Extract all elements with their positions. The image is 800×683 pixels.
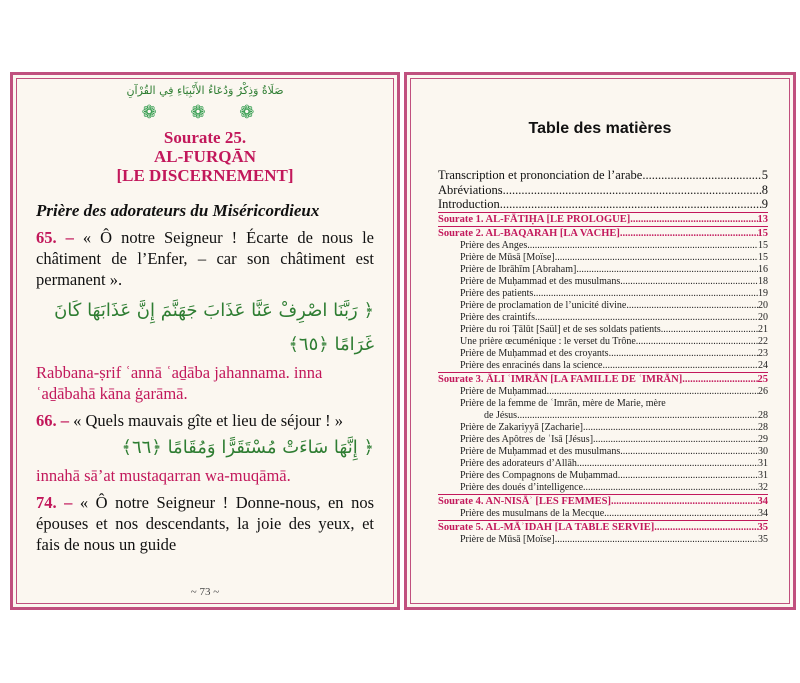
toc-leader-dots [654, 521, 757, 534]
toc-sura-entry[interactable] [438, 372, 768, 386]
toc-page-number: 8 [761, 182, 768, 197]
toc-prayer-entry[interactable] [438, 300, 768, 312]
toc-entry-label: Prière de la femme de ʿImrān, mère de Marie, mère [460, 397, 666, 409]
toc-page-number: 28 [758, 421, 768, 433]
toc-page-number: 34 [758, 507, 768, 519]
toc-page-number: 18 [758, 275, 768, 287]
toc-prayer-entry[interactable] [438, 252, 768, 264]
toc-entry-label: Prière de proclamation de l’unicité divine [460, 299, 627, 311]
toc-entry-label: Prière des patients [460, 287, 534, 299]
toc-page-number: 35 [757, 521, 768, 533]
toc-sura-entry[interactable] [438, 226, 768, 240]
toc-leader-dots [620, 227, 758, 240]
verse [36, 410, 374, 431]
toc-prayer-entry[interactable] [438, 386, 768, 398]
toc-leader-dots [517, 410, 758, 422]
toc-page-number: 26 [758, 385, 768, 397]
sura-heading [10, 128, 400, 185]
toc-page-number: 15 [758, 251, 768, 263]
table-of-contents [438, 168, 768, 546]
toc-sura-entry[interactable] [438, 520, 768, 534]
toc-title: Table des matières [528, 120, 672, 137]
toc-page-number: 15 [757, 227, 768, 239]
toc-prayer-entry[interactable] [438, 446, 768, 458]
toc-prayer-entry[interactable] [438, 508, 768, 520]
toc-sura-entry[interactable] [438, 212, 768, 226]
toc-page-number: 20 [758, 311, 768, 323]
toc-leader-dots [630, 213, 757, 226]
toc-entry-label: Sourate 4. AN-NISĀʾ [LES FEMMES] [438, 495, 611, 507]
toc-page-number: 28 [758, 409, 768, 421]
toc-prayer-entry[interactable] [438, 534, 768, 546]
verse-text: « Quels mauvais gîte et lieu de séjour ! » [69, 411, 344, 430]
toc-leader-dots [609, 348, 758, 360]
toc-page-number: 16 [758, 263, 768, 275]
toc-prayer-entry[interactable] [438, 264, 768, 276]
toc-leader-dots [620, 446, 758, 458]
verse-number: 66. – [36, 411, 69, 430]
toc-page-number: 31 [758, 469, 768, 481]
toc-entry-label: Sourate 1. AL-FĀTIḤA [LE PROLOGUE] [438, 213, 631, 225]
toc-leader-dots [636, 336, 758, 348]
toc-entry-label: Prière des adorateurs d’Allāh [460, 457, 577, 469]
toc-prayer-entry[interactable] [438, 240, 768, 252]
toc-page-number: 13 [757, 213, 768, 225]
right-page [404, 72, 796, 610]
toc-leader-dots [602, 360, 758, 372]
toc-entry-label: Une prière œcuménique : le verset du Trône [460, 335, 636, 347]
toc-entry-label: Introduction [438, 197, 500, 211]
toc-entry[interactable] [438, 197, 768, 212]
toc-leader-dots [555, 534, 758, 546]
toc-prayer-entry[interactable] [438, 324, 768, 336]
toc-prayer-entry[interactable] [438, 336, 768, 348]
toc-leader-dots [577, 458, 758, 470]
toc-prayer-entry[interactable] [438, 276, 768, 288]
toc-leader-dots [547, 386, 758, 398]
toc-leader-dots [533, 288, 758, 300]
verse-arabic: غَرَامًا ﴿٦٥﴾ [288, 334, 374, 355]
toc-entry-label: Prière de Muḥammad et des musulmans [460, 275, 621, 287]
toc-page-number: 23 [758, 347, 768, 359]
toc-leader-dots [661, 324, 758, 336]
toc-entry[interactable] [438, 168, 768, 183]
toc-leader-dots [611, 495, 758, 508]
sura-number: Sourate 25. [163, 128, 247, 147]
toc-page-number: 19 [758, 287, 768, 299]
toc-prayer-entry[interactable] [438, 288, 768, 300]
toc-entry-label: Prière des musulmans de la Mecque [460, 507, 605, 519]
verse [36, 227, 374, 290]
toc-page-number: 20 [758, 299, 768, 311]
toc-page-number: 15 [758, 239, 768, 251]
toc-prayer-entry[interactable] [438, 312, 768, 324]
toc-leader-dots [535, 312, 758, 324]
verse [36, 492, 374, 555]
toc-page-number: 32 [758, 481, 768, 493]
toc-entry[interactable] [438, 183, 768, 198]
toc-leader-dots [503, 183, 762, 198]
left-page [10, 72, 400, 610]
toc-page-number: 31 [758, 457, 768, 469]
running-header-arabic: صَلَاةُ وَذِكْرُ وَدُعَاءُ الأَنْبِيَاءِ فِي القُرْآنِ [126, 84, 284, 97]
toc-leader-dots [604, 508, 758, 520]
toc-page-number: 34 [757, 495, 768, 507]
toc-page-number: 24 [758, 359, 768, 371]
toc-page-number: 25 [757, 373, 768, 385]
verse-text: « Ô notre Seigneur ! Écarte de nous le châtiment de l’Enfer, – car son châtiment est permanent ». [36, 228, 374, 289]
toc-leader-dots [620, 276, 758, 288]
verse-transliteration: innahā sā’at mustaqarran wa-muqāmā. [36, 466, 291, 485]
toc-entry-label: Abréviations [438, 182, 503, 197]
toc-entry-label: Prière des enracinés dans la science [460, 359, 603, 371]
toc-entry-label: Prière de Muḥammad et des croyants [460, 347, 609, 359]
toc-leader-dots [593, 434, 758, 446]
toc-entry-label: Prière des Anges [460, 239, 528, 251]
toc-leader-dots [500, 197, 762, 212]
toc-entry-label: Prière de Muḥammad [460, 385, 547, 397]
toc-prayer-entry[interactable] [438, 458, 768, 470]
toc-entry-label: Sourate 5. AL-MĀʾIDAH [LA TABLE SERVIE] [438, 521, 655, 533]
toc-entry-label: Prière de Mūsā [Moïse] [460, 251, 555, 263]
toc-page-number: 22 [758, 335, 768, 347]
toc-page-number: 30 [758, 445, 768, 457]
toc-entry-label: Prière des doués d’intelligence [460, 481, 584, 493]
page-number: ~ 73 ~ [190, 586, 220, 598]
toc-entry-label: Prière de Mūsā [Moïse] [460, 533, 555, 545]
verse-number: 74. – [36, 493, 73, 512]
toc-entry-label: Prière des Apôtres de ʿIsā [Jésus] [460, 433, 594, 445]
toc-entry-label: Sourate 2. AL-BAQARAH [LA VACHE] [438, 227, 620, 239]
toc-leader-dots [618, 470, 758, 482]
toc-entry-label: Prière des craintifs [460, 311, 535, 323]
toc-leader-dots [527, 240, 758, 252]
toc-sura-entry[interactable] [438, 494, 768, 508]
toc-prayer-entry[interactable] [438, 398, 768, 422]
toc-page-number: 35 [758, 533, 768, 545]
toc-prayer-entry[interactable] [438, 348, 768, 360]
toc-entry-label: Sourate 3. ĀLI ʿIMRĀN [LA FAMILLE DE ʿIMRĀN] [438, 373, 683, 385]
toc-page-number: 29 [758, 433, 768, 445]
toc-entry-label: Prière du roi Ṭālūt [Saül] et de ses soldats patients [460, 323, 661, 335]
toc-prayer-entry[interactable] [438, 434, 768, 446]
toc-prayer-entry[interactable] [438, 422, 768, 434]
page-body [36, 200, 374, 555]
section-title: Prière des adorateurs du Miséricordieux [36, 201, 320, 220]
verse-arabic: ﴿ رَبَّنَا اصْرِفْ عَنَّا عَذَابَ جَهَنَّمَ إِنَّ عَذَابَهَا كَانَ [54, 300, 374, 321]
toc-leader-dots [626, 300, 758, 312]
verse-transliteration: Rabbana-ṣrif ʿannā ʿaḏāba jahannama. inna ʿaḏābahā kāna ġarāmā. [36, 363, 323, 403]
verse-text: « Ô notre Seigneur ! Donne-nous, en nos épouses et nos descendants, la joie des yeux, et fais de nous un guide [36, 493, 374, 554]
toc-page-number: 21 [758, 323, 768, 335]
toc-leader-dots [576, 264, 758, 276]
toc-leader-dots [682, 373, 757, 386]
sura-translation: [LE DISCERNEMENT] [116, 166, 294, 185]
toc-entry-label: Prière de Zakariyyā [Zacharie] [460, 421, 583, 433]
toc-prayer-entry[interactable] [438, 470, 768, 482]
toc-page-number: 5 [761, 168, 768, 182]
toc-entry-label: de Jésus [484, 409, 518, 421]
toc-leader-dots [583, 482, 758, 494]
toc-entry-label: Prière de Ibrāhīm [Abraham] [460, 263, 577, 275]
verse-number: 65. – [36, 228, 74, 247]
toc-entry-label: Prière de Muḥammad et des musulmans [460, 445, 621, 457]
toc-leader-dots [555, 252, 758, 264]
toc-prayer-entry[interactable] [438, 360, 768, 372]
toc-entry-label: Prière des Compagnons de Muḥammad [460, 469, 618, 481]
toc-page-number: 9 [761, 197, 768, 211]
verse-arabic: ﴿ إِنَّهَا سَاءَتْ مُسْتَقَرًّا وَمُقَامًا ﴿٦٦﴾ [121, 437, 374, 458]
toc-leader-dots [642, 168, 761, 183]
toc-prayer-entry[interactable] [438, 482, 768, 494]
toc-leader-dots [583, 422, 758, 434]
sura-name: AL-FURQĀN [154, 147, 256, 166]
flower-ornament-icon: ❁ ❁ ❁ [141, 102, 269, 123]
toc-entry-label: Transcription et prononciation de l’arabe [438, 168, 643, 182]
